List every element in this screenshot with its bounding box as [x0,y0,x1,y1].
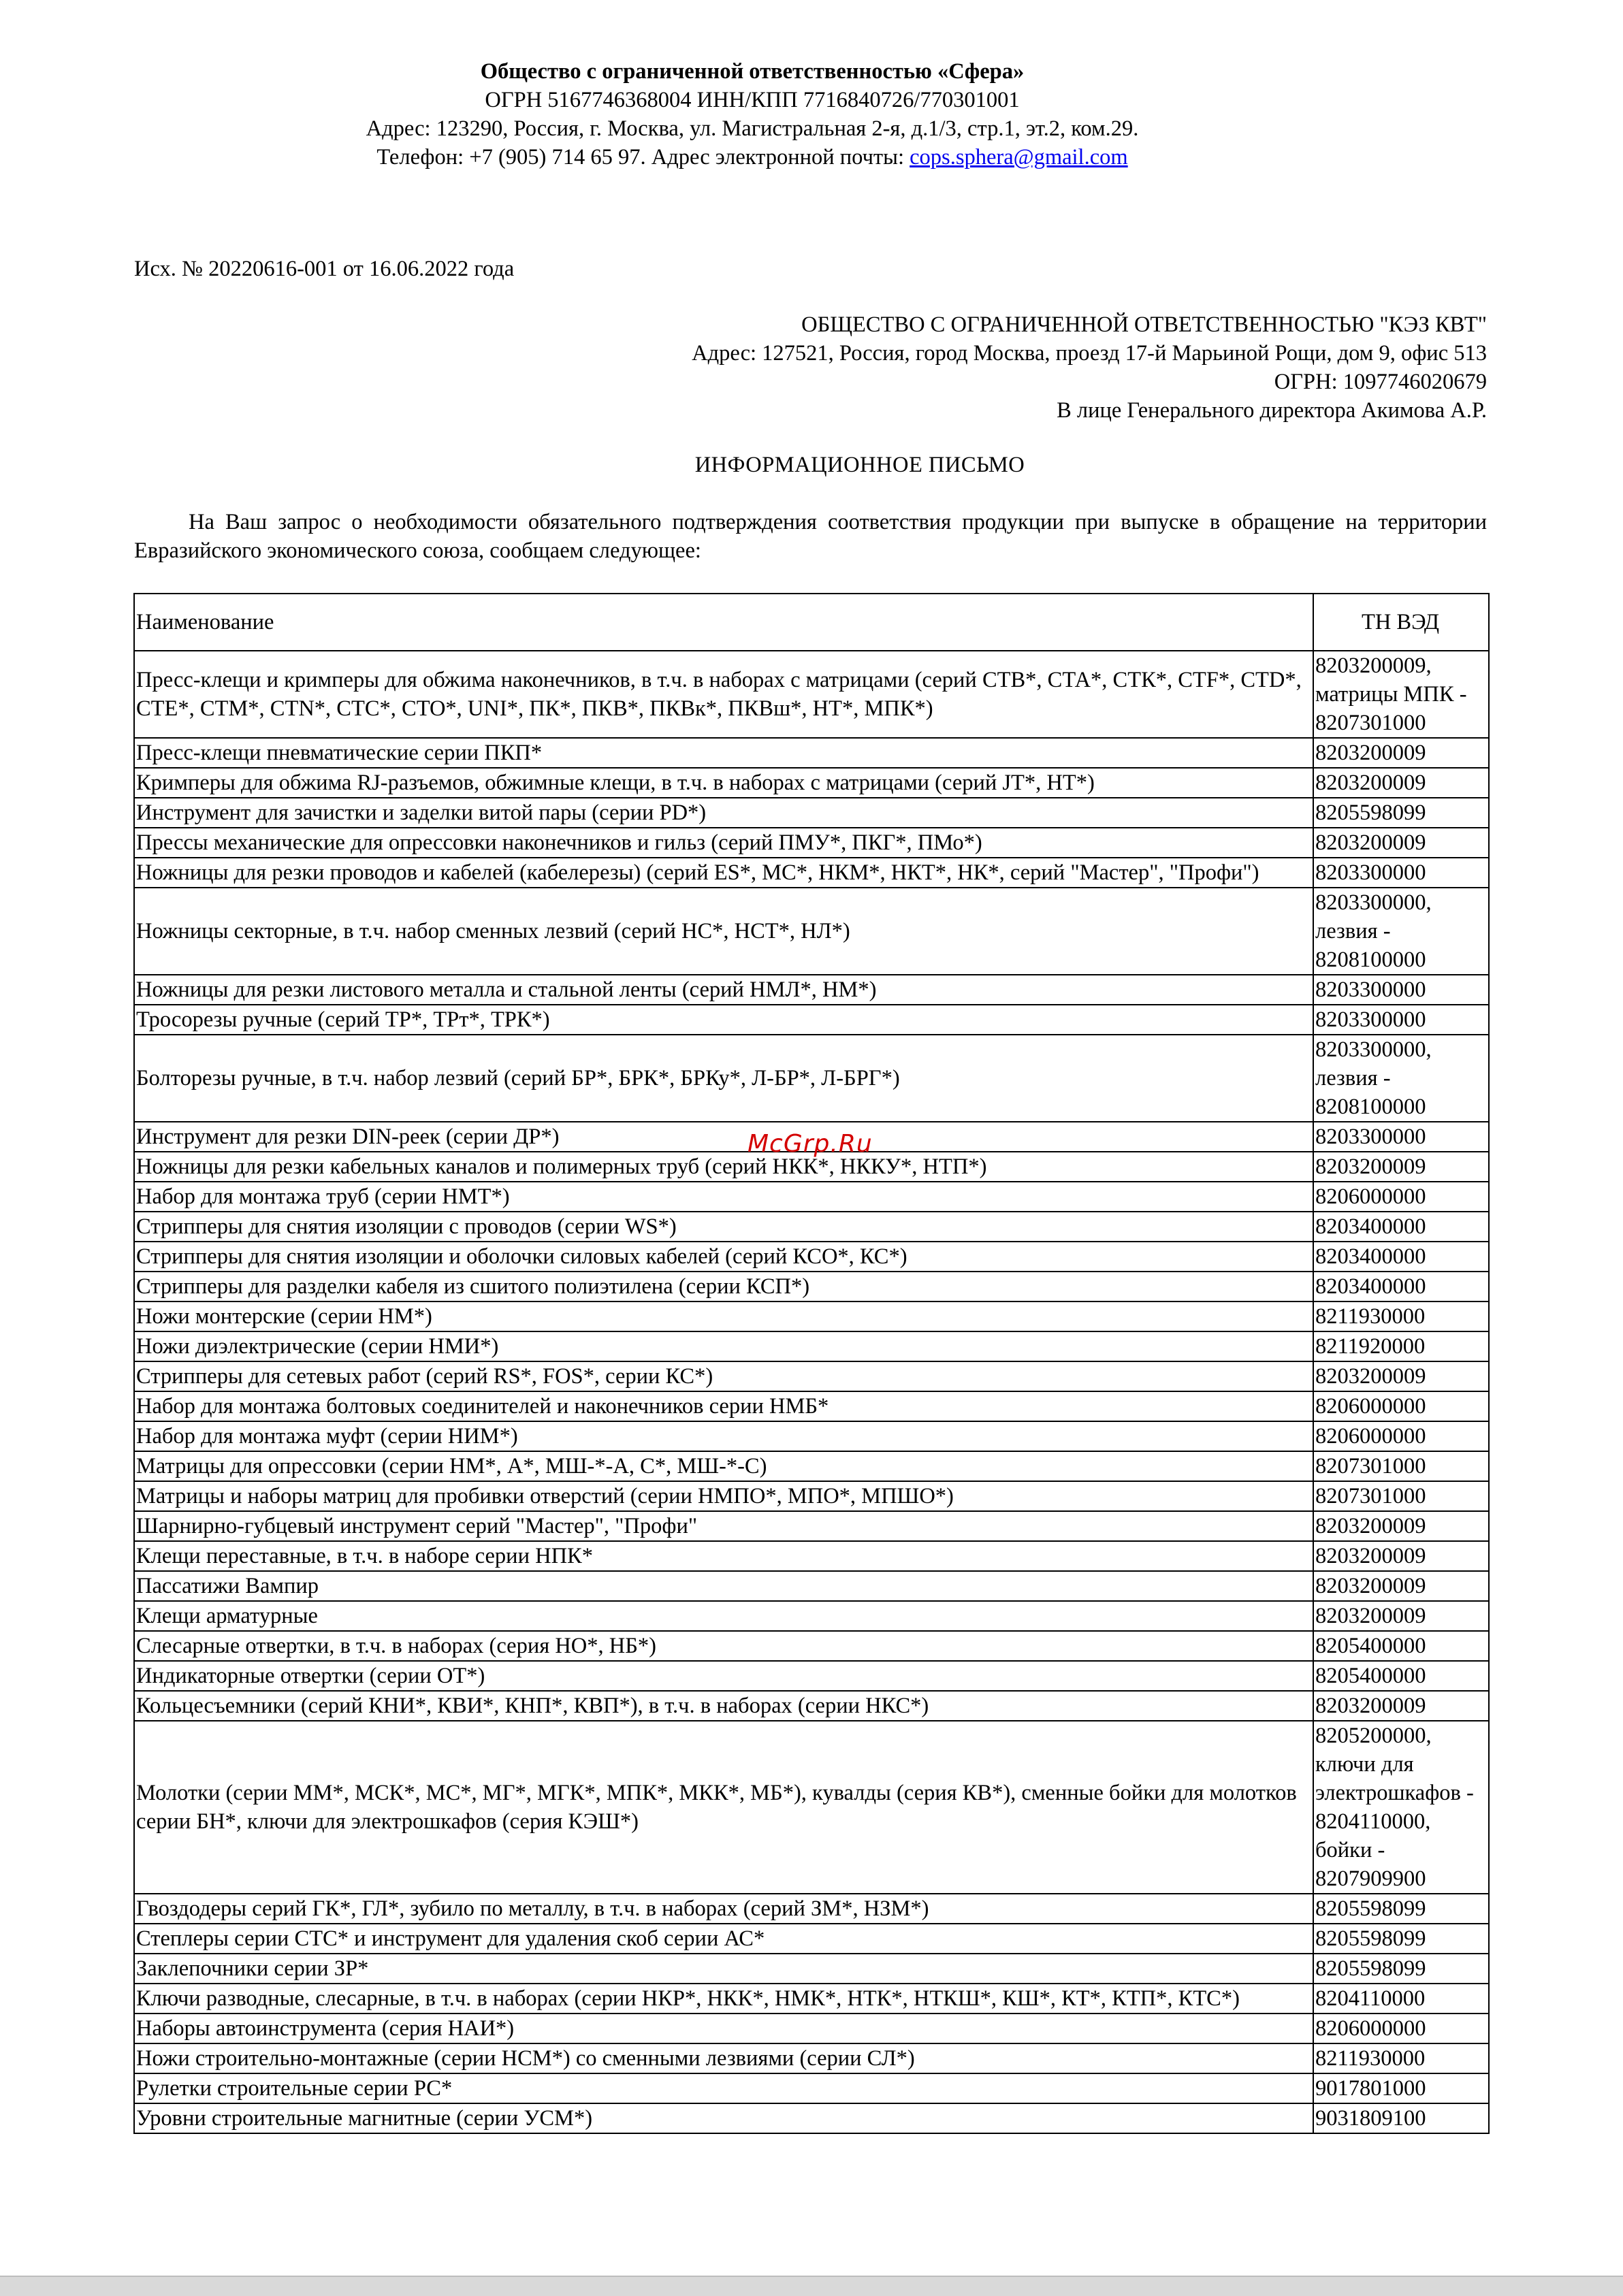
recipient-person: В лице Генерального директора Акимова А.Р. [1057,398,1487,423]
table-row [134,651,1489,738]
tn-ved-code-cell: 8205598099 [1313,1954,1489,1984]
tn-ved-code-cell: 8203200009 [1313,768,1489,798]
table-row [134,1661,1489,1691]
product-name-cell: Стрипперы для снятия изоляции с проводов (серии WS*) [134,1212,1313,1242]
sender-address: Адрес: 123290, Россия, г. Москва, ул. Магистральная 2-я, д.1/3, стр.1, эт.2, ком.29. [366,116,1139,141]
product-name-cell: Набор для монтажа труб (серии НМТ*) [134,1182,1313,1212]
tn-ved-code-cell: 8211920000 [1313,1331,1489,1361]
product-name-cell: Инструмент для резки DIN-реек (серии ДР*) [134,1122,1313,1152]
tn-ved-code-cell: 9031809100 [1313,2103,1489,2133]
tn-ved-code-cell: 8203300000 [1313,1005,1489,1035]
sender-name: Общество с ограниченной ответственностью «Сфера» [480,59,1025,84]
table-header-row [134,594,1489,651]
product-name-cell: Пресс-клещи пневматические серии ПКП* [134,738,1313,768]
product-name-cell: Молотки (серии ММ*, МСК*, МС*, МГ*, МГК*, МПК*, МКК*, МБ*), кувалды (серия КВ*), сменные бойки для молотков серии БН*, ключи для электрошкафов (серия КЭШ*) [134,1721,1313,1894]
header-name: Наименование [134,594,1313,651]
recipient-block [692,310,1487,425]
tn-ved-code-cell: 8205400000 [1313,1631,1489,1661]
product-name-cell: Набор для монтажа болтовых соединителей и наконечников серии НМБ* [134,1391,1313,1421]
table-row [134,1541,1489,1571]
table-row [134,2103,1489,2133]
product-name-cell: Тросорезы ручные (серий ТР*, ТРт*, ТРК*) [134,1005,1313,1035]
table-row [134,2043,1489,2073]
sender-contacts [0,143,1505,172]
table-row [134,1631,1489,1661]
tn-ved-code-cell: 8203300000 [1313,975,1489,1005]
product-name-cell: Ножи монтерские (серии НМ*) [134,1301,1313,1331]
product-name-cell: Клещи арматурные [134,1601,1313,1631]
table-row [134,1894,1489,1924]
sender-block [0,57,1505,172]
table-body [134,651,1489,2133]
tn-ved-code-cell: 8203300000 [1313,858,1489,888]
table-row [134,798,1489,828]
product-name-cell: Кольцесъемники (серий КНИ*, КВИ*, КНП*, КВП*), в т.ч. в наборах (серии НКС*) [134,1691,1313,1721]
table-row [134,975,1489,1005]
table-row [134,738,1489,768]
table-row [134,1242,1489,1272]
recipient-name: ОБЩЕСТВО С ОГРАНИЧЕННОЙ ОТВЕТСТВЕННОСТЬЮ "КЭЗ КВТ" [801,312,1487,337]
product-name-cell: Ножницы для резки листового металла и стальной ленты (серий НМЛ*, НМ*) [134,975,1313,1005]
sender-phone: Телефон: +7 (905) 714 65 97. Адрес электронной почты: [376,145,910,169]
product-name-cell: Инструмент для зачистки и заделки витой пары (серии PD*) [134,798,1313,828]
tn-ved-code-cell: 8203200009 [1313,1541,1489,1571]
tn-ved-code-cell: 8203400000 [1313,1212,1489,1242]
tn-ved-code-cell: 8203200009 [1313,1361,1489,1391]
table-row [134,1421,1489,1451]
products-table [133,593,1490,2134]
table-row [134,1451,1489,1481]
table-row [134,768,1489,798]
product-name-cell: Стрипперы для снятия изоляции и оболочки силовых кабелей (серий КСО*, КС*) [134,1242,1313,1272]
tn-ved-code-cell: 9017801000 [1313,2073,1489,2103]
recipient-address: Адрес: 127521, Россия, город Москва, проезд 17-й Марьиной Рощи, дом 9, офис 513 [692,341,1487,366]
tn-ved-code-cell: 8205200000, ключи для электрошкафов - 8204110000, бойки - 8207909900 [1313,1721,1489,1894]
product-name-cell: Пресс-клещи и кримперы для обжима наконечников, в т.ч. в наборах с матрицами (серий СТВ*, СТА*, СТК*, CTF*, CTD*, CTE*, CTM*, CTN*, CTC*, CTO*, UNI*, ПК*, ПКВ*, ПКВк*, ПКВш*, НТ*, МПК*) [134,651,1313,738]
tn-ved-code-cell: 8203400000 [1313,1272,1489,1301]
tn-ved-code-cell: 8203200009, матрицы МПК - 8207301000 [1313,651,1489,738]
table-row [134,1481,1489,1511]
product-name-cell: Стрипперы для разделки кабеля из сшитого полиэтилена (серии КСП*) [134,1272,1313,1301]
product-name-cell: Степлеры серии СТС* и инструмент для удаления скоб серии АС* [134,1924,1313,1954]
tn-ved-code-cell: 8207301000 [1313,1451,1489,1481]
product-name-cell: Прессы механические для опрессовки наконечников и гильз (серий ПМУ*, ПКГ*, ПМо*) [134,828,1313,858]
product-name-cell: Шарнирно-губцевый инструмент серий "Мастер", "Профи" [134,1511,1313,1541]
tn-ved-code-cell: 8205598099 [1313,1924,1489,1954]
product-name-cell: Ножницы секторные, в т.ч. набор сменных лезвий (серий НС*, НСТ*, НЛ*) [134,888,1313,975]
table-row [134,1924,1489,1954]
tn-ved-code-cell: 8206000000 [1313,1421,1489,1451]
tn-ved-code-cell: 8203300000, лезвия - 8208100000 [1313,1035,1489,1122]
table-row [134,1212,1489,1242]
tn-ved-code-cell: 8207301000 [1313,1481,1489,1511]
product-name-cell: Болторезы ручные, в т.ч. набор лезвий (серий БР*, БРК*, БРКу*, Л-БР*, Л-БРГ*) [134,1035,1313,1122]
product-name-cell: Рулетки строительные серии РС* [134,2073,1313,2103]
tn-ved-code-cell: 8205400000 [1313,1661,1489,1691]
tn-ved-code-cell: 8203200009 [1313,1152,1489,1182]
table-row [134,1721,1489,1894]
table-row [134,1361,1489,1391]
product-name-cell: Индикаторные отвертки (серии ОТ*) [134,1661,1313,1691]
table-row [134,858,1489,888]
product-name-cell: Наборы автоинструмента (серия НАИ*) [134,2014,1313,2043]
intro-paragraph: На Ваш запрос о необходимости обязательного подтверждения соответствия продукции при выпуске в обращение на территории Евразийского экономического союза, сообщаем следующее: [134,510,1487,563]
table-row [134,1182,1489,1212]
table-row [134,1984,1489,2014]
recipient-ogrn: ОГРН: 1097746020679 [1274,370,1487,394]
tn-ved-code-cell: 8206000000 [1313,2014,1489,2043]
product-name-cell: Матрицы для опрессовки (серии НМ*, А*, МШ-*-А, С*, МШ-*-С) [134,1451,1313,1481]
tn-ved-code-cell: 8203300000 [1313,1122,1489,1152]
product-name-cell: Уровни строительные магнитные (серии УСМ*) [134,2103,1313,2133]
table-row [134,1035,1489,1122]
tn-ved-code-cell: 8203400000 [1313,1242,1489,1272]
tn-ved-code-cell: 8203200009 [1313,1601,1489,1631]
header-code: ТН ВЭД [1313,594,1489,651]
product-name-cell: Гвоздодеры серий ГК*, ГЛ*, зубило по металлу, в т.ч. в наборах (серий ЗМ*, НЗМ*) [134,1894,1313,1924]
tn-ved-code-cell: 8205598099 [1313,1894,1489,1924]
tn-ved-code-cell: 8204110000 [1313,1984,1489,2014]
watermark: McGrp.Ru [748,1130,873,1158]
table-row [134,1331,1489,1361]
tn-ved-code-cell: 8203200009 [1313,1691,1489,1721]
table-row [134,1301,1489,1331]
tn-ved-code-cell: 8203200009 [1313,1511,1489,1541]
table-row [134,1571,1489,1601]
table-row [134,1511,1489,1541]
product-name-cell: Матрицы и наборы матриц для пробивки отверстий (серии НМПО*, МПО*, МПШО*) [134,1481,1313,1511]
letter-title: ИНФОРМАЦИОННОЕ ПИСЬМО [694,453,1025,477]
tn-ved-code-cell: 8203200009 [1313,828,1489,858]
table-row [134,1272,1489,1301]
outgoing-number: Исх. № 20220616-001 от 16.06.2022 года [134,257,515,281]
table-row [134,2073,1489,2103]
table-row [134,1954,1489,1984]
tn-ved-code-cell: 8203200009 [1313,738,1489,768]
table-row [134,1601,1489,1631]
product-name-cell: Ножи диэлектрические (серии НМИ*) [134,1331,1313,1361]
table-row [134,1691,1489,1721]
bottom-strip [0,2276,1623,2296]
tn-ved-code-cell: 8206000000 [1313,1391,1489,1421]
sender-email-link[interactable]: cops.sphera@gmail.com [910,145,1128,169]
product-name-cell: Ножи строительно-монтажные (серии НСМ*) со сменными лезвиями (серии СЛ*) [134,2043,1313,2073]
table-row [134,828,1489,858]
product-name-cell: Стрипперы для сетевых работ (серий RS*, FOS*, серии КС*) [134,1361,1313,1391]
tn-ved-code-cell: 8205598099 [1313,798,1489,828]
product-name-cell: Кримперы для обжима RJ-разъемов, обжимные клещи, в т.ч. в наборах с матрицами (серий JT*, НТ*) [134,768,1313,798]
table-row [134,1005,1489,1035]
product-name-cell: Набор для монтажа муфт (серии НИМ*) [134,1421,1313,1451]
table-row [134,2014,1489,2043]
product-name-cell: Слесарные отвертки, в т.ч. в наборах (серия НО*, НБ*) [134,1631,1313,1661]
product-name-cell: Заклепочники серии ЗР* [134,1954,1313,1984]
tn-ved-code-cell: 8206000000 [1313,1182,1489,1212]
tn-ved-code-cell: 8211930000 [1313,2043,1489,2073]
product-name-cell: Ножницы для резки кабельных каналов и полимерных труб (серий НКК*, НККУ*, НТП*) [134,1152,1313,1182]
tn-ved-code-cell: 8211930000 [1313,1301,1489,1331]
table-row [134,1391,1489,1421]
sender-registration: ОГРН 5167746368004 ИНН/КПП 7716840726/770301001 [485,88,1020,112]
product-name-cell: Ключи разводные, слесарные, в т.ч. в наборах (серии НКР*, НКК*, НМК*, НТК*, НТКШ*, КШ*, КТ*, КТП*, КТС*) [134,1984,1313,2014]
tn-ved-code-cell: 8203200009 [1313,1571,1489,1601]
table-row [134,888,1489,975]
tn-ved-code-cell: 8203300000, лезвия - 8208100000 [1313,888,1489,975]
product-name-cell: Клещи переставные, в т.ч. в наборе серии НПК* [134,1541,1313,1571]
product-name-cell: Ножницы для резки проводов и кабелей (кабелерезы) (серий ES*, МС*, НКМ*, НКТ*, НК*, серий "Мастер", "Профи") [134,858,1313,888]
product-name-cell: Пассатижи Вампир [134,1571,1313,1601]
